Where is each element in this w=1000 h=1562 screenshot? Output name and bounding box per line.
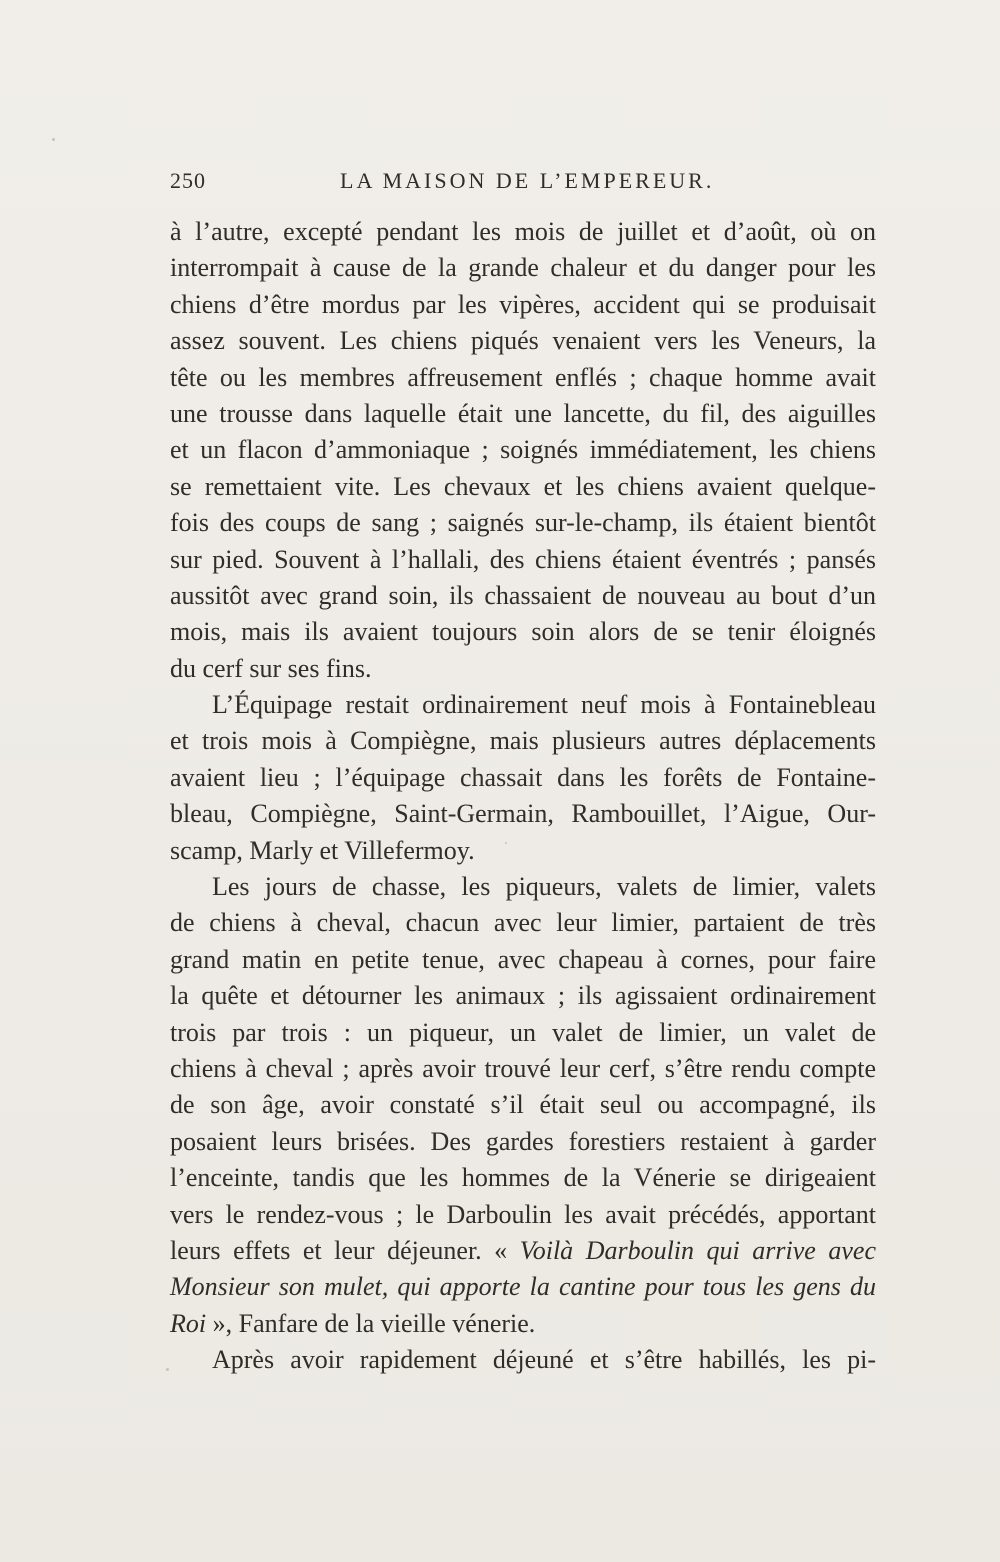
body-text [170, 214, 876, 1379]
running-title: LA MAISON DE L’EMPEREUR. [340, 168, 715, 193]
text-line: chiens d’être mordus par les vipères, accident qui se produisait [170, 289, 876, 319]
paper-speck [166, 1368, 169, 1371]
text-line: grand matin en petite tenue, avec chapeau à cornes, pour faire [170, 944, 876, 974]
text-line: trois par trois : un piqueur, un valet de limier, un valet de [170, 1017, 876, 1047]
text-line: Monsieur son mulet, qui apporte la cantine pour tous les gens du [170, 1272, 876, 1302]
text-line: tête ou les membres affreusement enflés ; chaque homme avait [170, 362, 876, 392]
text-line: fois des coups de sang ; saignés sur-le-champ, ils étaient bientôt [170, 508, 876, 538]
text-line [170, 1233, 876, 1269]
text-line: aussitôt avec grand soin, ils chassaient de nouveau au bout d’un [170, 580, 876, 610]
text-line: interrompait à cause de la grande chaleur et du danger pour les [170, 253, 876, 283]
page-number: 250 [170, 168, 206, 193]
text-line: scamp, Marly et Villefermoy. [170, 835, 475, 865]
text-line: du cerf sur ses fins. [170, 653, 372, 683]
text-line: à l’autre, excepté pendant les mois de juillet et d’août, où on [170, 217, 876, 246]
text-line: Les jours de chasse, les piqueurs, valets de limier, valets [212, 872, 876, 902]
text-line: assez souvent. Les chiens piqués venaient vers les Veneurs, la [170, 326, 876, 356]
text-line: avaient lieu ; l’équipage chassait dans les forêts de Fontaine- [170, 762, 876, 792]
text-line: L’Équipage restait ordinairement neuf mois à Fontainebleau [212, 690, 876, 720]
text-line: se remettaient vite. Les chevaux et les chiens avaient quelque- [170, 471, 876, 501]
italic-quote: Roi [170, 1308, 207, 1338]
text-line: posaient leurs brisées. Des gardes forestiers restaient à garder [170, 1126, 876, 1156]
text-line: et trois mois à Compiègne, mais plusieurs autres déplacements [170, 726, 876, 756]
text-line: la quête et détourner les animaux ; ils agissaient ordinairement [170, 981, 876, 1011]
text-line: chiens à cheval ; après avoir trouvé leur cerf, s’être rendu compte [170, 1053, 876, 1083]
paper-speck [505, 842, 507, 844]
text-run: leurs effets et leur déjeuner. « [170, 1235, 520, 1265]
text-line: et un flacon d’ammoniaque ; soignés immédiatement, les chiens [170, 435, 876, 465]
text-line: l’enceinte, tandis que les hommes de la Vénerie se dirigeaient [170, 1163, 876, 1193]
text-line: de son âge, avoir constaté s’il était seul ou accompagné, ils [170, 1090, 876, 1120]
text-run: », Fanfare de la vieille vénerie. [206, 1308, 536, 1338]
running-head [170, 168, 876, 200]
paper-speck [52, 138, 55, 141]
text-line: une trousse dans laquelle était une lancette, du fil, des aiguilles [170, 398, 876, 428]
text-line: bleau, Compiègne, Saint-Germain, Rambouillet, l’Aigue, Our- [170, 799, 876, 829]
text-line: mois, mais ils avaient toujours soin alors de se tenir éloignés [170, 617, 876, 647]
text-line: vers le rendez-vous ; le Darboulin les avait précédés, apportant [170, 1199, 876, 1229]
italic-quote: Voilà Darboulin qui arrive avec [519, 1235, 876, 1265]
text-line: de chiens à cheval, chacun avec leur limier, partaient de très [170, 908, 876, 938]
text-line: Après avoir rapidement déjeuné et s’être habillés, les pi- [212, 1345, 876, 1375]
text-line: sur pied. Souvent à l’hallali, des chiens étaient éventrés ; pansés [170, 544, 876, 574]
text-line [170, 1306, 876, 1342]
